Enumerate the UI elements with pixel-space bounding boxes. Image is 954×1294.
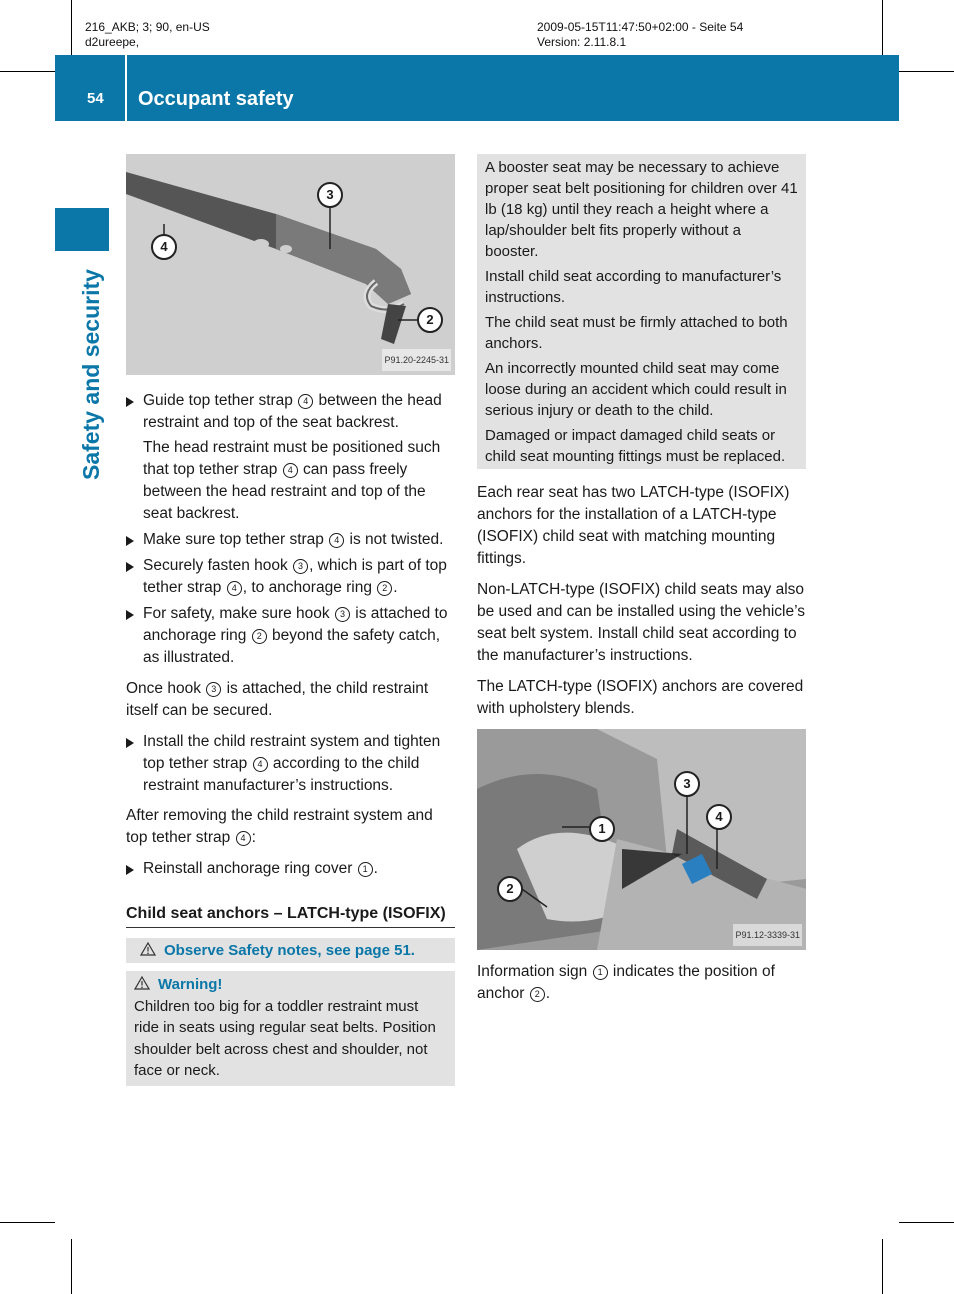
- info-paragraph: Install child seat according to manufacturer’s instructions.: [485, 268, 782, 306]
- right-column: [477, 154, 806, 1014]
- callout-1: 1: [589, 816, 615, 842]
- step-item: [126, 390, 455, 525]
- step-item: Make sure top tether strap 4 is not twisted.: [126, 529, 455, 551]
- callout-2: 2: [417, 307, 443, 333]
- callout-4: 4: [151, 234, 177, 260]
- warning-text: Children too big for a toddler restraint must ride in seats using regular seat belts. Position shoulder belt across chest and shoulder, not face or neck.: [134, 997, 436, 1079]
- circled-number: 3: [335, 607, 350, 622]
- circled-number: 2: [530, 987, 545, 1002]
- chapter-tab: [55, 208, 109, 251]
- circled-number: 4: [236, 831, 251, 846]
- step-note: The head restraint must be positioned such that top tether strap 4 can pass freely between the head restraint and top of the seat backrest.: [143, 439, 441, 522]
- body-paragraph: Once hook 3 is attached, the child restraint itself can be secured.: [126, 680, 429, 719]
- circled-number: 2: [252, 629, 267, 644]
- warning-header: [134, 974, 447, 996]
- circled-number: 4: [298, 394, 313, 409]
- info-paragraph: A booster seat may be necessary to achieve proper seat belt positioning for children over 41 lb (18 kg) until they reach a height where a lap/shoulder belt fits properly without a booster.: [485, 159, 798, 260]
- circled-number: 1: [593, 965, 608, 980]
- body-paragraph: Each rear seat has two LATCH-type (ISOFIX) anchors for the installation of a LATCH-type (ISOFIX) child seat with matching mounting fittings.: [477, 484, 790, 567]
- step-arrow-icon: [126, 562, 134, 572]
- figure-code: P91.20-2245-31: [382, 349, 451, 371]
- page-number: 54: [87, 90, 104, 107]
- step-arrow-icon: [126, 536, 134, 546]
- circled-number: 4: [253, 757, 268, 772]
- callout-4: 4: [706, 804, 732, 830]
- info-box: [477, 154, 806, 469]
- warning-triangle-icon: [140, 942, 156, 956]
- step-arrow-icon: [126, 397, 134, 407]
- body-paragraph: Non-LATCH-type (ISOFIX) child seats may also be used and can be installed using the vehicle’s seat belt system. Install child seat according to the manufacturer’s instructions.: [477, 581, 806, 664]
- callout-3: 3: [317, 182, 343, 208]
- step-text: between the head restraint and top of the seat backrest.: [143, 392, 442, 431]
- callout-2: 2: [497, 876, 523, 902]
- latch-anchor-illustration: [477, 729, 806, 950]
- circled-number: 3: [206, 682, 221, 697]
- crop-mark: [899, 1222, 954, 1223]
- callout-3: 3: [674, 771, 700, 797]
- step-arrow-icon: [126, 610, 134, 620]
- figure-code: P91.12-3339-31: [733, 924, 802, 946]
- meta-right-line2: Version: 2.11.8.1: [537, 35, 627, 49]
- step-list-2: [126, 731, 455, 797]
- crop-mark: [882, 0, 883, 55]
- step-item: Install the child restraint system and tighten top tether strap 4 according to the child restraint manufacturer’s instructions.: [126, 731, 455, 797]
- header-separator: [125, 55, 127, 121]
- step-item: Reinstall anchorage ring cover 1 .: [126, 858, 455, 880]
- circled-number: 3: [293, 559, 308, 574]
- circled-number: 4: [329, 533, 344, 548]
- crop-mark: [0, 71, 55, 72]
- body-paragraph: After removing the child restraint system and top tether strap 4 :: [126, 807, 433, 846]
- chapter-label: Safety and security: [78, 269, 104, 480]
- info-paragraph: An incorrectly mounted child seat may come loose during an accident which could result in serious injury or death to the child.: [485, 360, 787, 419]
- page-title: Occupant safety: [138, 88, 294, 110]
- warning-title: Warning!: [158, 976, 223, 993]
- section-heading: Child seat anchors – LATCH-type (ISOFIX): [126, 904, 455, 928]
- crop-mark: [882, 1239, 883, 1294]
- crop-mark: [0, 1222, 55, 1223]
- page-header: [55, 55, 899, 121]
- info-paragraph: Damaged or impact damaged child seats or child seat mounting fittings must be replaced.: [485, 427, 786, 465]
- meta-left-line1: 216_AKB; 3; 90, en-US: [85, 20, 210, 34]
- figure-latch-anchors: [477, 729, 806, 950]
- meta-left-line2: d2ureepe,: [85, 35, 140, 49]
- crop-mark: [899, 71, 954, 72]
- step-list-1: [126, 390, 455, 669]
- circled-number: 2: [377, 581, 392, 596]
- warning-box: [126, 971, 455, 1086]
- step-text: Guide top tether strap: [143, 392, 298, 409]
- circled-number: 1: [358, 862, 373, 877]
- print-meta-right: [537, 20, 743, 50]
- safety-note-box: [126, 938, 455, 963]
- crop-mark: [71, 0, 72, 55]
- step-item: For safety, make sure hook 3 is attached to anchorage ring 2 beyond the safety catch, as illustrated.: [126, 603, 455, 669]
- step-arrow-icon: [126, 865, 134, 875]
- body-paragraph: The LATCH-type (ISOFIX) anchors are covered with upholstery blends.: [477, 678, 804, 717]
- step-item: Securely fasten hook 3 , which is part of top tether strap 4 , to anchorage ring 2 .: [126, 555, 455, 599]
- tether-hook-illustration: [126, 154, 455, 375]
- left-column: [126, 154, 455, 1086]
- warning-triangle-icon: [134, 976, 150, 990]
- step-arrow-icon: [126, 738, 134, 748]
- circled-number: 4: [283, 463, 298, 478]
- info-paragraph: The child seat must be firmly attached to both anchors.: [485, 314, 788, 352]
- step-list-3: [126, 858, 455, 880]
- safety-note-link[interactable]: Observe Safety notes, see page 51.: [164, 942, 415, 959]
- meta-right-line1: 2009-05-15T11:47:50+02:00 - Seite 54: [537, 20, 744, 34]
- print-meta-left: [85, 20, 210, 50]
- circled-number: 4: [227, 581, 242, 596]
- body-paragraph: Information sign 1 indicates the position of anchor 2 .: [477, 963, 775, 1002]
- figure-top-tether-hook: [126, 154, 455, 375]
- crop-mark: [71, 1239, 72, 1294]
